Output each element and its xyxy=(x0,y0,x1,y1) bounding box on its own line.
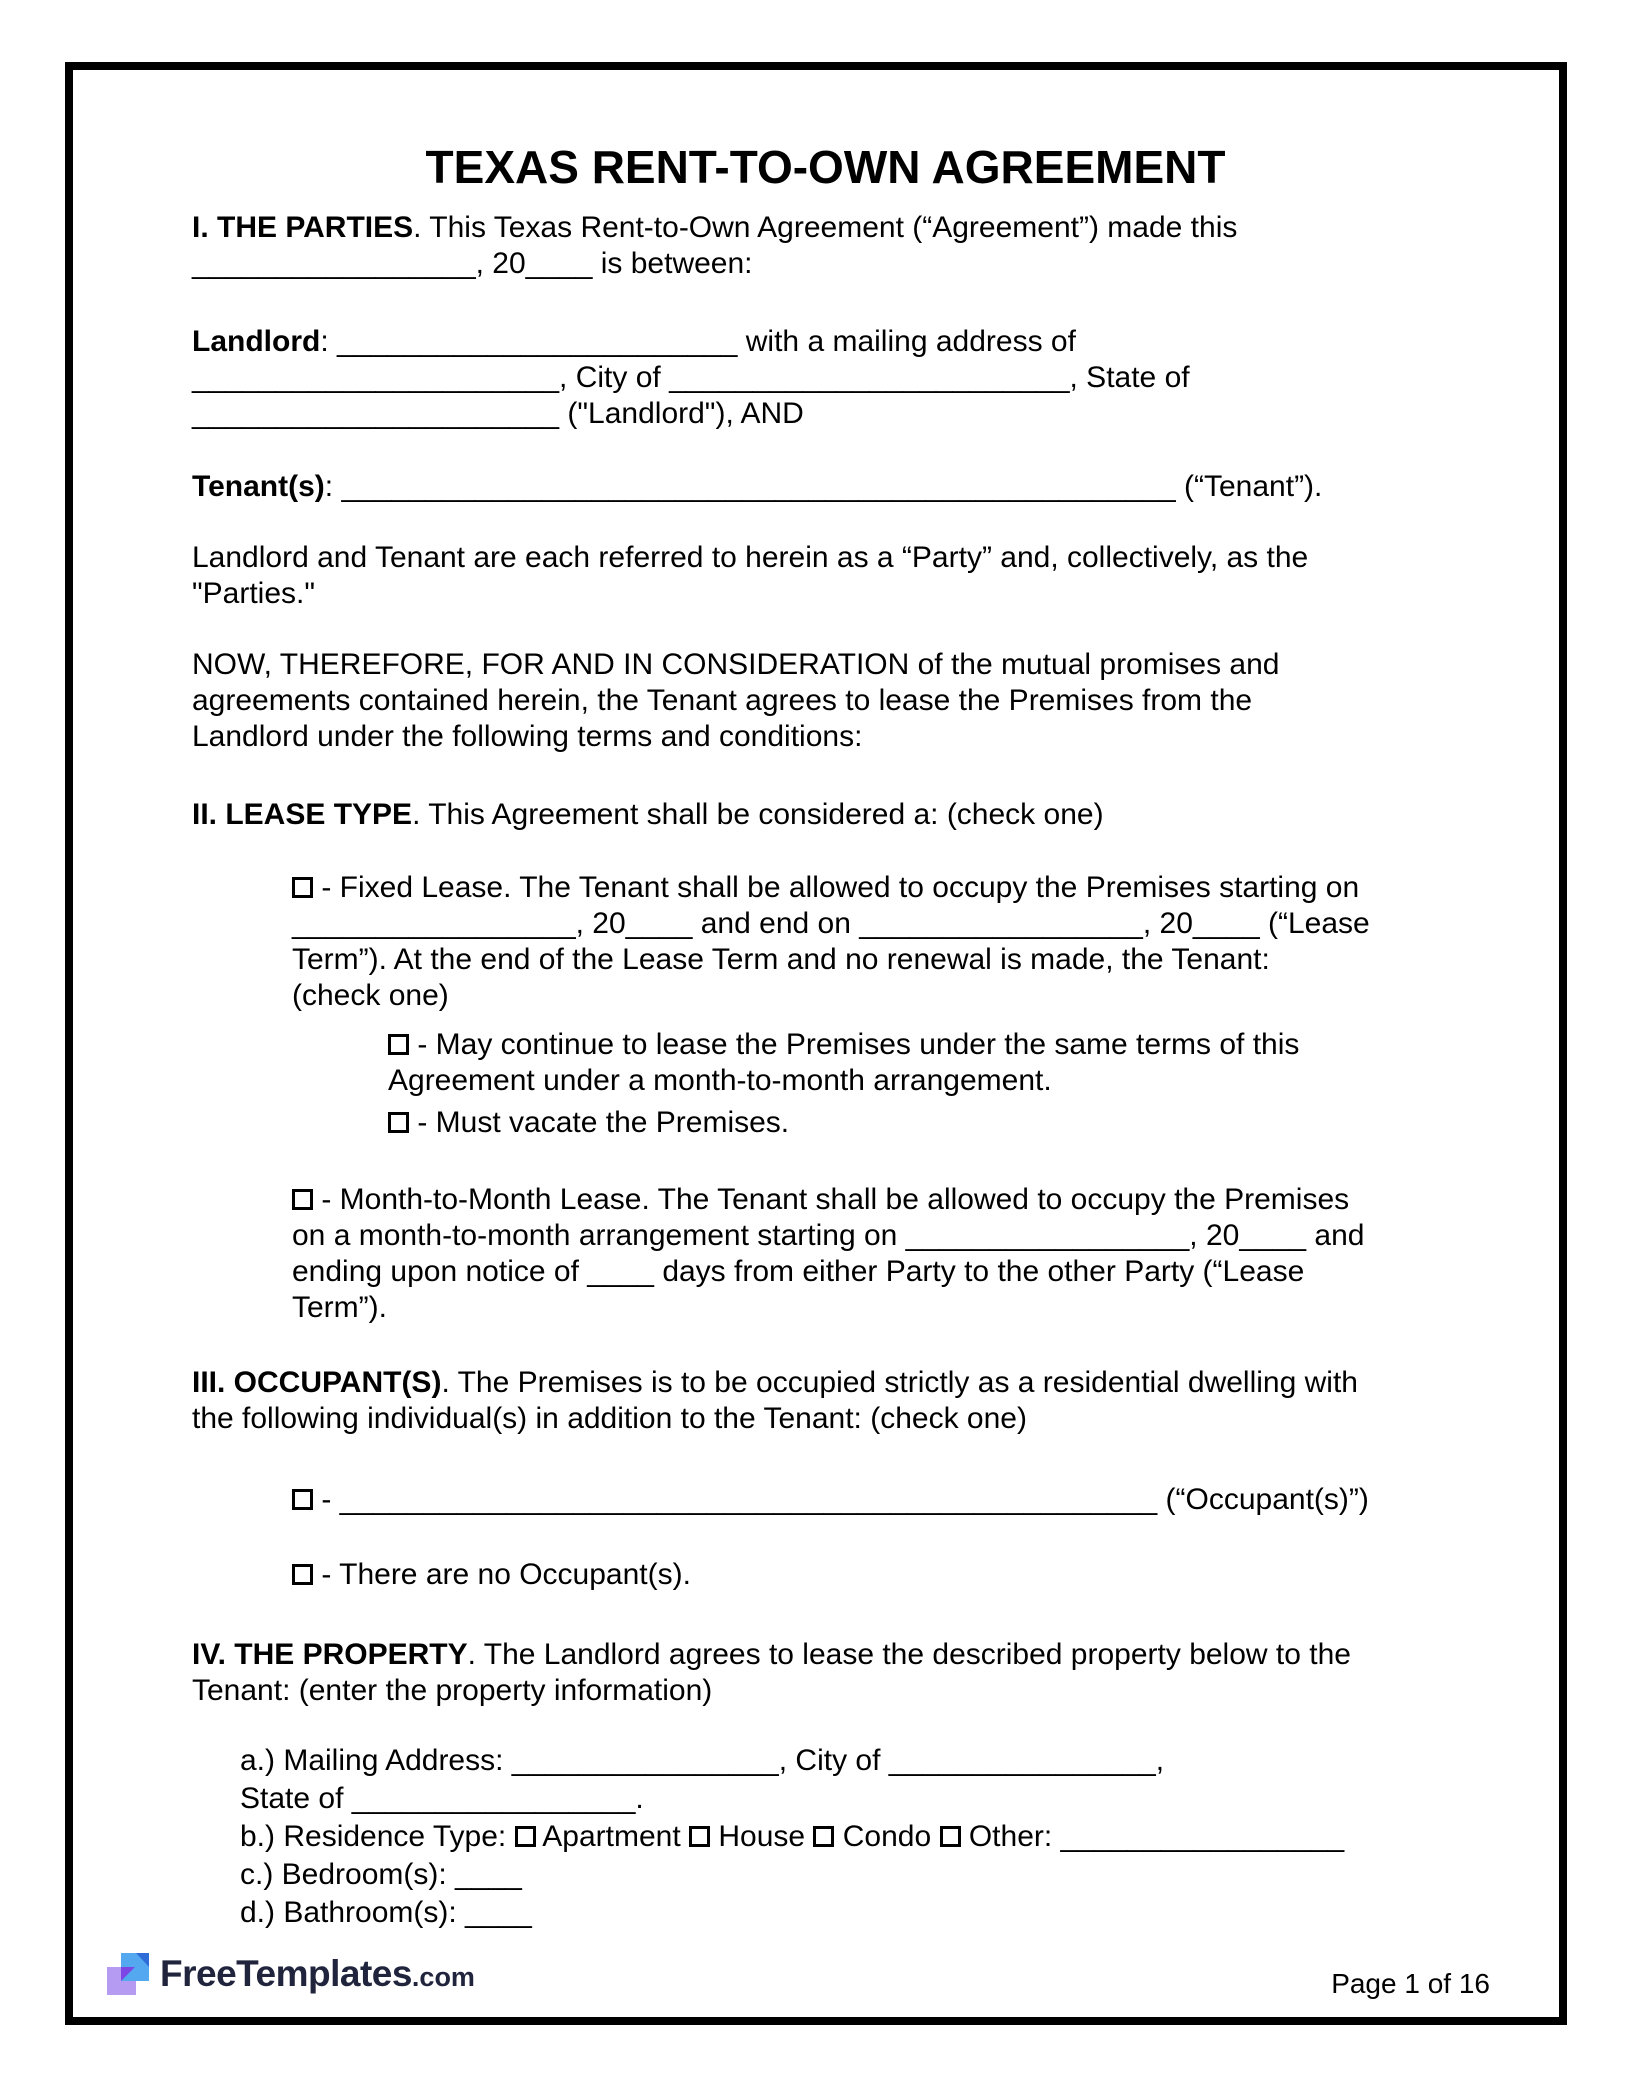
checkbox-icon[interactable] xyxy=(292,1189,313,1210)
text-line xyxy=(192,647,1459,683)
text-segment: on a month-to-month arrangement starting on _________________, 20____ and xyxy=(292,1219,1365,1252)
text-segment: - There are no Occupant(s). xyxy=(313,1558,691,1591)
text-segment: _________________, 20____ is between: xyxy=(192,247,753,280)
text-segment-bold: I. THE PARTIES xyxy=(192,211,414,244)
text-line xyxy=(192,246,1459,282)
text-segment: - Fixed Lease. The Tenant shall be allowed to occupy the Premises starting on xyxy=(313,871,1360,904)
text-line xyxy=(388,1063,1459,1099)
checkbox-icon[interactable] xyxy=(515,1826,536,1847)
text-segment: the following individual(s) in addition to the Tenant: (check one) xyxy=(192,1402,1027,1435)
freetemplates-logo-icon xyxy=(106,1952,150,1996)
text-segment: Agreement under a month-to-month arrangement. xyxy=(388,1064,1052,1097)
text-line xyxy=(192,719,1459,755)
text-line xyxy=(292,942,1459,978)
footer-logo xyxy=(106,1952,475,1996)
text-line xyxy=(192,1673,1459,1709)
text-segment: (check one) xyxy=(292,979,449,1012)
text-segment: Term”). At the end of the Lease Term and no renewal is made, the Tenant: xyxy=(292,943,1270,976)
checkbox-icon[interactable] xyxy=(388,1034,409,1055)
p-property-details xyxy=(240,1742,1459,1932)
text-segment: ______________________ ("Landlord"), AND xyxy=(192,397,804,430)
text-segment: House xyxy=(710,1820,814,1853)
text-segment: _________________, 20____ and end on _________________, 20____ (“Lease xyxy=(292,907,1370,940)
text-segment: State of _________________. xyxy=(240,1782,644,1815)
text-line xyxy=(192,1365,1459,1401)
text-line xyxy=(240,1856,1459,1894)
text-segment: b.) Residence Type: xyxy=(240,1820,515,1853)
checkbox-icon[interactable] xyxy=(689,1826,710,1847)
text-segment: NOW, THEREFORE, FOR AND IN CONSIDERATION of the mutual promises and xyxy=(192,648,1280,681)
text-segment: "Parties." xyxy=(192,577,316,610)
text-segment: - Month-to-Month Lease. The Tenant shall be allowed to occupy the Premises xyxy=(313,1183,1350,1216)
p-consideration xyxy=(192,647,1459,755)
text-segment: - Must vacate the Premises. xyxy=(409,1106,790,1139)
text-segment: . This Texas Rent-to-Own Agreement (“Agreement”) made this xyxy=(413,211,1238,244)
text-segment: Other: _________________ xyxy=(960,1820,1345,1853)
p-option-vacate xyxy=(388,1105,1459,1141)
text-line xyxy=(388,1105,1459,1141)
text-line xyxy=(292,978,1459,1014)
p-parties-collective xyxy=(192,540,1459,612)
text-line xyxy=(192,396,1459,432)
text-segment: ______________________, City of ________________________, State of xyxy=(192,361,1190,394)
document-content xyxy=(73,70,1559,1932)
page-border xyxy=(65,62,1567,2025)
text-segment: - _________________________________________________ (“Occupant(s)”) xyxy=(313,1483,1369,1516)
text-line xyxy=(292,870,1459,906)
text-segment: Term”). xyxy=(292,1291,387,1324)
text-segment-bold: Tenant(s) xyxy=(192,470,325,503)
footer-brand-name: FreeTemplates xyxy=(160,1953,412,1994)
footer-brand-text xyxy=(160,1953,475,1995)
p-tenant xyxy=(192,469,1459,505)
text-segment-bold: III. OCCUPANT(S) xyxy=(192,1366,442,1399)
text-line xyxy=(240,1818,1459,1856)
document-title: TEXAS RENT-TO-OWN AGREEMENT xyxy=(425,141,1226,193)
text-line xyxy=(388,1027,1459,1063)
text-line xyxy=(192,1401,1459,1437)
text-line xyxy=(292,1182,1459,1218)
checkbox-icon[interactable] xyxy=(388,1112,409,1133)
text-line xyxy=(192,576,1459,612)
text-segment: . The Landlord agrees to lease the described property below to the xyxy=(467,1638,1351,1671)
document-body xyxy=(192,210,1459,1932)
text-segment: Condo xyxy=(834,1820,940,1853)
text-segment-bold: Landlord xyxy=(192,325,321,358)
text-line xyxy=(192,797,1459,833)
checkbox-icon[interactable] xyxy=(940,1826,961,1847)
text-segment: d.) Bathroom(s): ____ xyxy=(240,1896,532,1929)
text-line xyxy=(192,360,1459,396)
p-parties-intro xyxy=(192,210,1459,282)
text-segment: Tenant: (enter the property information) xyxy=(192,1674,713,1707)
text-line xyxy=(192,1637,1459,1673)
text-line xyxy=(292,1254,1459,1290)
p-option-continue xyxy=(388,1027,1459,1099)
text-line xyxy=(192,540,1459,576)
text-segment: Apartment xyxy=(535,1820,690,1853)
text-line xyxy=(240,1780,1459,1818)
text-line xyxy=(292,1218,1459,1254)
p-occupant-names xyxy=(292,1482,1459,1518)
text-segment: c.) Bedroom(s): ____ xyxy=(240,1858,522,1891)
text-segment: - May continue to lease the Premises under the same terms of this xyxy=(409,1028,1300,1061)
text-segment: ending upon notice of ____ days from either Party to the other Party (“Lease xyxy=(292,1255,1305,1288)
text-segment: . This Agreement shall be considered a: (check one) xyxy=(412,798,1104,831)
checkbox-icon[interactable] xyxy=(292,1489,313,1510)
text-line xyxy=(292,1290,1459,1326)
text-line xyxy=(292,1557,1459,1593)
text-segment: Landlord under the following terms and conditions: xyxy=(192,720,863,753)
text-segment-bold: II. LEASE TYPE xyxy=(192,798,413,831)
text-line xyxy=(240,1894,1459,1932)
text-line xyxy=(192,210,1459,246)
text-segment: agreements contained herein, the Tenant agrees to lease the Premises from the xyxy=(192,684,1253,717)
h-occupants xyxy=(192,1365,1459,1437)
page-number: Page 1 of 16 xyxy=(1331,1968,1490,1999)
checkbox-icon[interactable] xyxy=(292,877,313,898)
text-segment: Landlord and Tenant are each referred to herein as a “Party” and, collectively, as the xyxy=(192,541,1309,574)
text-segment-bold: IV. THE PROPERTY xyxy=(192,1638,468,1671)
text-line xyxy=(292,1482,1459,1518)
text-segment: : ________________________ with a mailing address of xyxy=(320,325,1076,358)
h-property xyxy=(192,1637,1459,1709)
p-no-occupants xyxy=(292,1557,1459,1593)
p-month-to-month xyxy=(292,1182,1459,1326)
text-segment: : __________________________________________________ (“Tenant”). xyxy=(324,470,1323,503)
text-line xyxy=(240,1742,1459,1780)
p-fixed-lease xyxy=(292,870,1459,1014)
text-line xyxy=(192,683,1459,719)
checkbox-icon[interactable] xyxy=(813,1826,834,1847)
checkbox-icon[interactable] xyxy=(292,1564,313,1585)
text-segment: . The Premises is to be occupied strictly as a residential dwelling with xyxy=(441,1366,1358,1399)
footer-brand-tld: .com xyxy=(411,1962,475,1992)
text-line xyxy=(292,906,1459,942)
text-line xyxy=(192,469,1459,505)
h-lease-type xyxy=(192,797,1459,833)
text-segment: a.) Mailing Address: ________________, City of ________________, xyxy=(240,1744,1165,1777)
text-line xyxy=(192,324,1459,360)
p-landlord xyxy=(192,324,1459,432)
